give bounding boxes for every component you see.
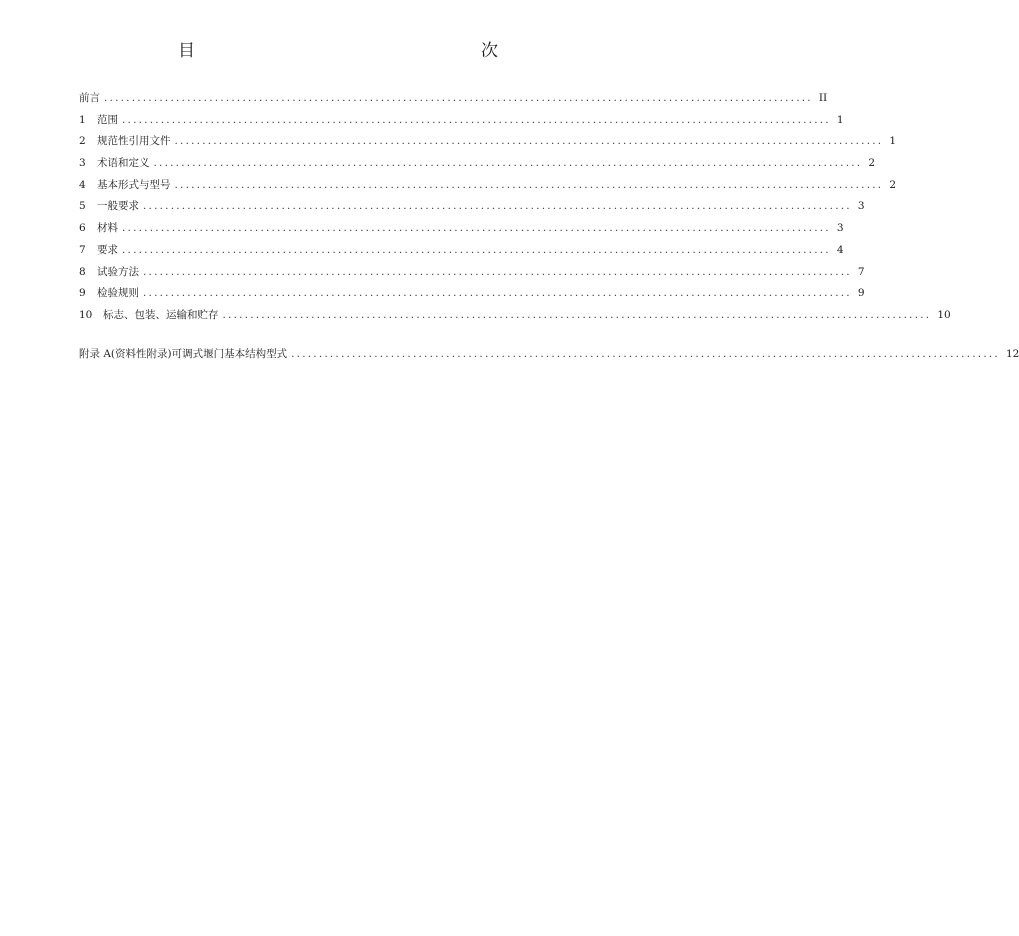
toc-entry-number: 10 <box>79 308 93 321</box>
toc-entry-chapter-5[interactable] <box>79 196 865 218</box>
toc-entry-page: 2 <box>889 178 897 191</box>
toc-leader-dots: ................................................................................................................................ <box>122 222 831 235</box>
toc-entry-label: 试验方法 <box>97 265 139 278</box>
toc-entry-page: 9 <box>857 287 865 300</box>
toc-entry-number: 7 <box>79 243 86 256</box>
toc-entry-label: 材料 <box>97 222 118 235</box>
toc-entry-page: 7 <box>857 265 865 278</box>
toc-title <box>0 36 662 60</box>
toc-entry-number: 2 <box>79 135 86 148</box>
toc-entry-chapter-2[interactable] <box>79 131 897 153</box>
toc-entry-chapter-6[interactable] <box>79 218 844 240</box>
toc-entry-chapter-4[interactable] <box>79 175 897 197</box>
toc-leader-dots: ................................................................................................................................ <box>174 135 884 148</box>
toc-entry-label: 术语和定义 <box>97 157 150 170</box>
toc-entry-label: 附录 A(资料性附录)可调式堰门基本结构型式 <box>79 347 288 360</box>
toc-entry-label: 要求 <box>97 243 118 256</box>
toc-entry-page: 12 <box>1005 347 1019 360</box>
toc-entry-label: 基本形式与型号 <box>97 178 171 191</box>
toc-entry-page: 3 <box>836 222 844 235</box>
toc-entry-page: 10 <box>937 308 951 321</box>
toc-title-part1: 目 <box>178 41 195 61</box>
toc-entry-number: 4 <box>79 178 86 191</box>
toc-leader-dots: ................................................................................................................................ <box>104 92 813 104</box>
toc-entry-number: 8 <box>79 265 86 278</box>
toc-list <box>79 88 1019 365</box>
toc-entry-page: 3 <box>857 200 865 213</box>
toc-entry-chapter-7[interactable] <box>79 240 844 262</box>
toc-entry-page: 2 <box>868 157 876 170</box>
toc-entry-page: 1 <box>836 113 844 126</box>
toc-entry-number: 3 <box>79 157 86 170</box>
toc-entry-number: 5 <box>79 200 86 213</box>
toc-leader-dots: ................................................................................................................................ <box>222 308 932 321</box>
toc-entry-appendix-a[interactable] <box>79 344 1019 366</box>
toc-entry-label: 检验规则 <box>97 287 139 300</box>
toc-leader-dots: ................................................................................................................................ <box>174 178 884 191</box>
toc-entry-page: 1 <box>889 135 897 148</box>
toc-entry-chapter-8[interactable] <box>79 262 865 284</box>
toc-entry-label: 标志、包装、运输和贮存 <box>103 308 219 321</box>
toc-entry-chapter-3[interactable] <box>79 153 876 175</box>
toc-leader-dots: ................................................................................................................................ <box>143 200 852 213</box>
toc-leader-dots: ................................................................................................................................ <box>153 157 863 170</box>
toc-leader-dots: ................................................................................................................................ <box>122 243 831 256</box>
toc-leader-dots: ................................................................................................................................ <box>143 287 852 300</box>
toc-leader-dots: ................................................................................................................................ <box>122 113 831 126</box>
toc-entry-page: II <box>818 92 828 104</box>
toc-entry-number: 6 <box>79 222 86 235</box>
toc-spacer <box>79 327 593 344</box>
toc-entry-label: 一般要求 <box>97 200 139 213</box>
toc-entry-label: 前言 <box>79 92 100 104</box>
toc-leader-dots: ................................................................................................................................ <box>291 347 1000 360</box>
toc-entry-label: 规范性引用文件 <box>97 135 171 148</box>
toc-entry-preface[interactable] <box>79 88 828 110</box>
toc-entry-label: 范围 <box>97 113 118 126</box>
toc-entry-number: 1 <box>79 113 86 126</box>
toc-entry-chapter-10[interactable] <box>79 305 951 327</box>
toc-title-part2: 次 <box>481 41 498 61</box>
toc-entry-number: 9 <box>79 287 86 300</box>
toc-entry-chapter-1[interactable] <box>79 110 844 132</box>
toc-leader-dots: ................................................................................................................................ <box>143 265 852 278</box>
toc-entry-chapter-9[interactable] <box>79 283 865 305</box>
toc-entry-page: 4 <box>836 243 844 256</box>
